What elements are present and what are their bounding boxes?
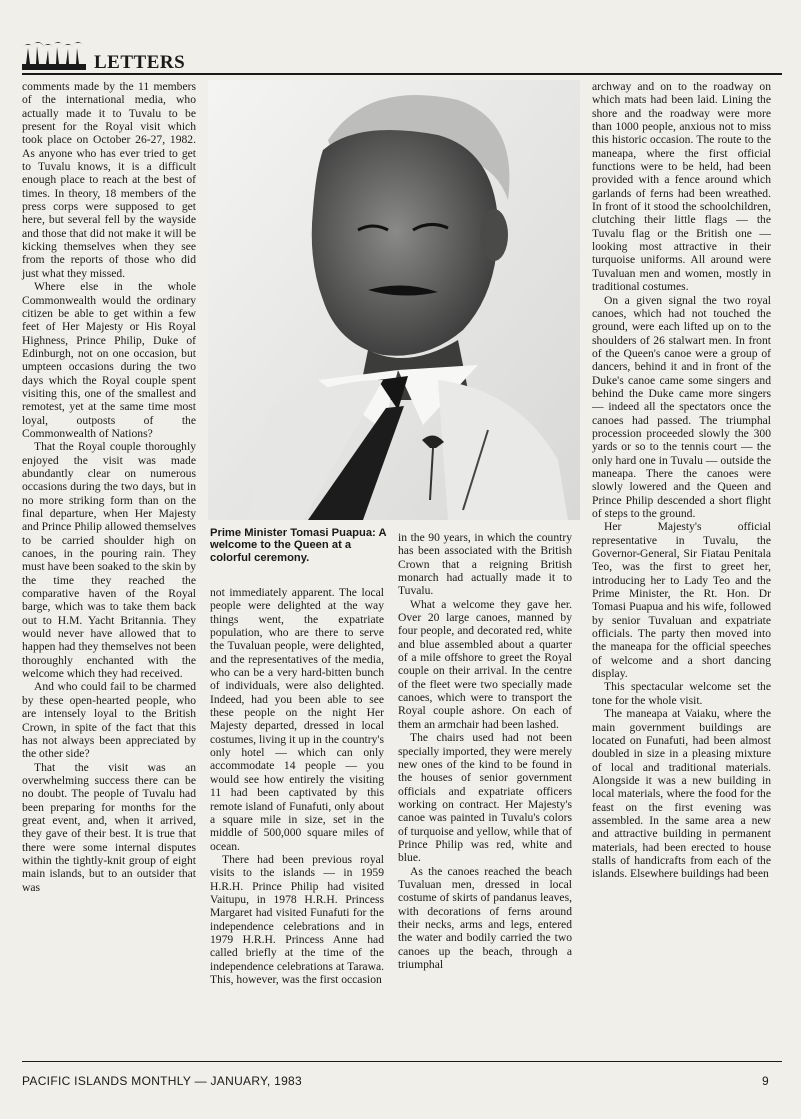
paragraph: The maneapa at Vaiaku, where the main government buildings are located on Funafuti, had been almost doubled in size in a pleasing mixture of local and traditional materials. Alongside it was a new building in local materials, where the food for the feast on the first evening was assembled. In the same area a new and attractive building in permanent materials, had been erected to house stalls of handicrafts from each of the islands. Elsewhere buildings had been bbox=[592, 707, 771, 881]
footer-publication: PACIFIC ISLANDS MONTHLY — JANUARY, 1983 bbox=[22, 1074, 303, 1088]
paragraph: The chairs used had not been specially imported, they were merely new ones of the kind to be found in the houses of senior government officials and expatriate officers working on contract. Her Majesty's canoe was painted in Tuvalu's colors of turquoise and yellow, while that of Prince Philip was red, white and blue. bbox=[398, 731, 572, 865]
paragraph: What a welcome they gave her. Over 20 large canoes, manned by four people, and decorated red, white and blue assembled about a quarter of a mile offshore to greet the Royal couple on their arrival. In the centre of the fleet were two specially made canoes, which were to transport the Royal couple ashore. On each of them an armchair had been lashed. bbox=[398, 597, 572, 731]
paragraph: This spectacular welcome set the tone for the whole visit. bbox=[592, 680, 771, 707]
paragraph: archway and on to the roadway on which mats had been laid. Lining the shore and the roadway were more than 1000 people, anxious not to miss this historic occasion. The route to the maneapa, where the first official functions were to be held, had been provided with a fence around which garlands of ferns had been wreathed. In front of it stood the schoolchildren, clutching their little flags — the Tuvalu flag or the British one — looking most attractive in their turquoise uniforms. All around were Tuvaluan men and women, mostly in traditional costumes. bbox=[592, 80, 771, 294]
paragraph: Where else in the whole Commonwealth would the ordinary citizen be able to get within a few feet of Her Majesty or His Royal Highness, Prince Philip, Duke of Edinburgh, not on one occasion, but umpteen occasions during the two days which the Royal couple spent visiting this, one of the smallest and remotest, yet at the same time most loyal, outposts of the Commonwealth of Nations? bbox=[22, 280, 196, 440]
paragraph: That the Royal couple thoroughly enjoyed the visit was made abundantly clear on numerous occasions during the two days, but in no more striking form than on the final departure, when Her Majesty and Prince Philip allowed themselves to be carried shoulder high on canoes, in the pouring rain. They must have been soaked to the skin by the time they reached the comparative haven of the Royal barge, which was to take them back out to H.M. Yacht Britannia. They would never have allowed that to happen had they themselves not been thoroughly enchanted with the welcome which they had received. bbox=[22, 440, 196, 681]
page-number: 9 bbox=[762, 1074, 769, 1088]
photo-caption: Prime Minister Tomasi Puapua: A welcome to the Queen at a colorful ceremony. bbox=[210, 527, 387, 564]
portrait-photo bbox=[208, 80, 580, 520]
article-column-4 bbox=[592, 80, 771, 881]
paragraph: As the canoes reached the beach Tuvaluan men, dressed in local costume of skirts of pandanus leaves, with decorations of ferns around their necks, arms and legs, entered the water and bodily carried the two canoes up the beach, through a triumphal bbox=[398, 864, 572, 971]
article-column-3 bbox=[398, 531, 572, 971]
paragraph: On a given signal the two royal canoes, which had not touched the ground, were each lifted up on to the shoulders of 26 stalwart men. In front of the Queen's canoe were a group of dancers, behind it and in front of the Duke's canoe came some singers and behind the Duke came more singers — indeed all the spectators once the canoes had passed. The triumphal procession proceeded slowly the 300 yards or so to the tennis court — the only hard one in Tuvalu — outside the maneapa. There the canoes were slowly lowered and the Queen and Prince Philip descended a short flight of steps to the ground. bbox=[592, 293, 771, 520]
section-title: LETTERS bbox=[94, 52, 186, 73]
paragraph: That the visit was an overwhelming success there can be no doubt. The people of Tuvalu had been preparing for months for the great event, and, when it arrived, they gave of their best. It is true that there were some internal disputes within the tightly-knit group of eight main islands, but to an outsider that was bbox=[22, 760, 196, 894]
masthead bbox=[22, 38, 782, 74]
paragraph: comments made by the 11 members of the international media, who actually made it to Tuvalu to be present for the Royal visit which took place on October 26-27, 1982. As anyone who has ever tried to get to Tuvalu knows, it is a difficult enough place to reach at the best of times. In theory, 18 members of the press corps were supposed to get here, but several fell by the wayside and those that did not make it will be kicking themselves when they see from the reports of those who did just what they missed. bbox=[22, 80, 196, 280]
footer-rule bbox=[22, 1061, 782, 1062]
paragraph: not immediately apparent. The local people were delighted at the way things went, the expatriate population, who are there to serve the Tuvaluan people, were delighted, and the representatives of the media, who can be a very hard-bitten bunch of individuals, were also delighted. Indeed, had you been able to see these people on the night Her Majesty departed, dressed in local costumes, living it up in the country's only hotel — which can only accommodate 14 people — you would see how entirely the visiting 11 had been captivated by this remote island of Funafuti, only about a square mile in size, set in the middle of 500,000 square miles of ocean. bbox=[210, 586, 384, 853]
paragraph: in the 90 years, in which the country has been associated with the British Crown that a reigning British monarch had actually made it to Tuvalu. bbox=[398, 531, 572, 598]
portrait-illustration bbox=[208, 80, 580, 520]
header-rule bbox=[22, 73, 782, 75]
article-column-2 bbox=[210, 586, 384, 986]
paragraph: There had been previous royal visits to the islands — in 1959 H.R.H. Prince Philip had visited Vaitupu, in 1978 H.R.H. Princess Margaret had visited Funafuti for the independence celebrations and in 1979 H.R.H. Princess Anne had called briefly at the time of the independence celebrations at Tarawa. This, however, was the first occasion bbox=[210, 852, 384, 986]
article-column-1 bbox=[22, 80, 196, 894]
paragraph: Her Majesty's official representative in Tuvalu, the Governor-General, Sir Fiatau Penitala Teo, was the first to greet her, introducing her to Lady Teo and the Prime Minister, the Rt. Hon. Dr Tomasi Puapua and his wife, followed by senior Tuvaluan and expatriate officials. The party then moved into the maneapa for the official speeches of welcome and a short dancing display. bbox=[592, 520, 771, 681]
paragraph: And who could fail to be charmed by these open-hearted people, who are intensely loyal to the British Crown, in spite of the fact that this has not always been appreciated by the other side? bbox=[22, 680, 196, 761]
palm-islands-logo bbox=[22, 38, 86, 72]
